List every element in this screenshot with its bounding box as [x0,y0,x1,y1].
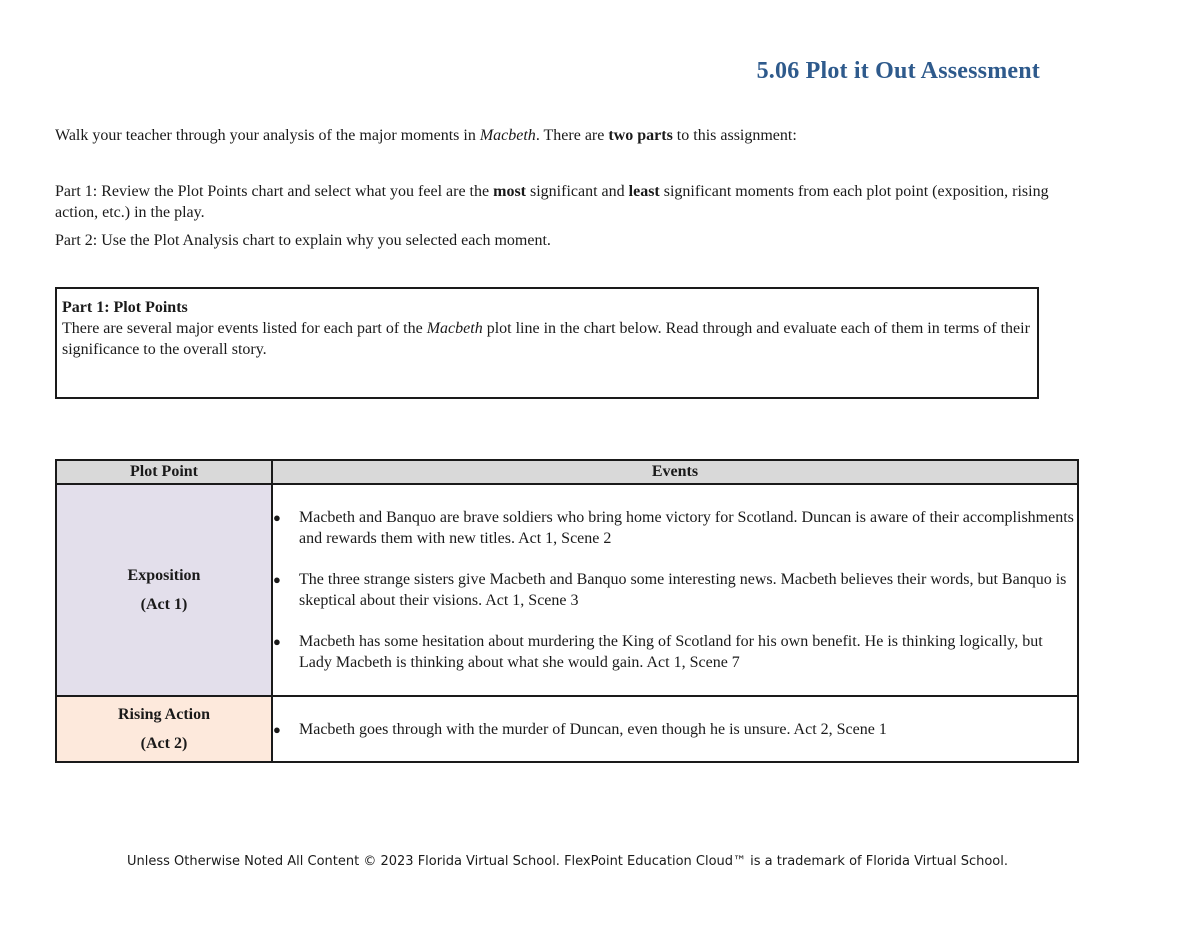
box-text-end: plot line in the chart below. Read through and evaluate each of them in terms of their significance to the overall story. [62,320,1030,358]
plot-point-cell [56,696,272,762]
box-play-title: Macbeth [426,320,483,337]
footer-copyright: Unless Otherwise Noted All Content © 2023 Florida Virtual School. FlexPoint Education Cloud™ is a trademark of Florida Virtual School. [127,854,1008,869]
column-header-events: Events [272,460,1078,484]
part1-instructions [55,181,1055,223]
plot-point-act: (Act 2) [140,735,188,752]
event-text: Macbeth has some hesitation about murdering the King of Scotland for his own benefit. He is thinking logically, but Lady Macbeth is thinking about what she would gain. Act 1, Scene 7 [299,633,1043,671]
plot-points-box-title: Part 1: Plot Points [62,299,188,316]
intro-text-end: to this assignment: [672,127,797,144]
bullet-icon: ● [273,572,281,587]
plot-point-act: (Act 1) [140,596,188,613]
table-row [56,484,1078,696]
page-title: 5.06 Plot it Out Assessment [756,58,1040,84]
part1-least: least [628,183,660,200]
column-header-plot-point: Plot Point [56,460,272,484]
part1-text: Part 1: Review the Plot Points chart and select what you feel are the [55,183,494,200]
event-text: The three strange sisters give Macbeth and Banquo some interesting news. Macbeth believes their words, but Banquo is skeptical about their visions. Act 1, Scene 3 [299,571,1067,609]
events-list [273,719,1077,740]
plot-points-box [55,287,1039,399]
intro-text-mid: . There are [535,127,609,144]
plot-points-box-text [62,318,1032,360]
box-text: There are several major events listed for each part of the [62,320,427,337]
plot-point-name: Rising Action [117,706,210,723]
part1-text-end: significant moments from each plot point (exposition, rising action, etc.) in the play. [55,183,1049,221]
plot-point-name: Exposition [127,567,201,584]
table-header-row [56,460,1078,484]
event-text: Macbeth and Banquo are brave soldiers who bring home victory for Scotland. Duncan is aware of their accomplishments and rewards them with new titles. Act 1, Scene 2 [299,509,1074,547]
bullet-icon: ● [273,634,281,649]
plot-points-table [55,459,1079,763]
intro-text: Walk your teacher through your analysis of the major moments in [55,127,480,144]
list-item [273,507,1077,549]
table-row [56,696,1078,762]
bullet-icon: ● [273,721,281,737]
events-cell [272,484,1078,696]
events-list [273,507,1077,673]
list-item [273,569,1077,611]
part2-instructions: Part 2: Use the Plot Analysis chart to explain why you selected each moment. [55,232,551,249]
events-cell [272,696,1078,762]
plot-point-cell [56,484,272,696]
part1-most: most [493,183,526,200]
intro-paragraph [55,125,1055,146]
event-text: Macbeth goes through with the murder of Duncan, even though he is unsure. Act 2, Scene 1 [299,720,887,738]
intro-bold-text: two parts [608,127,673,144]
list-item [273,719,1077,740]
list-item [273,631,1077,673]
bullet-icon: ● [273,510,281,525]
intro-play-title: Macbeth [479,127,536,144]
part1-text-mid: significant and [526,183,629,200]
